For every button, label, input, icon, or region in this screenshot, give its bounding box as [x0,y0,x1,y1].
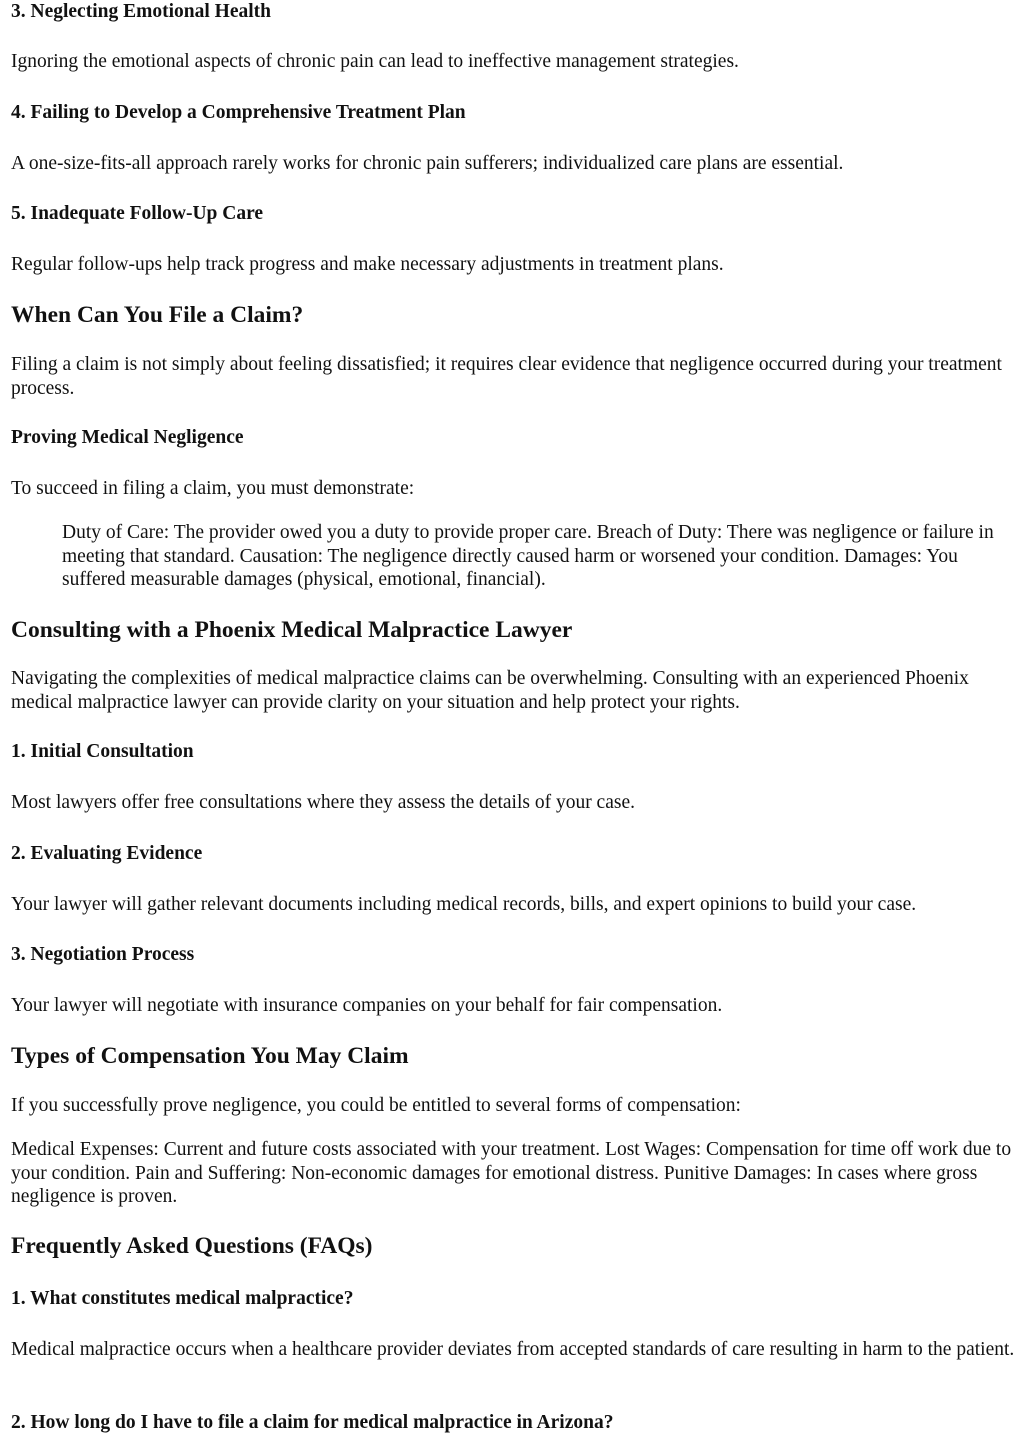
heading-initial-consultation: 1. Initial Consultation [11,741,194,762]
faq-question-1: 1. What constitutes medical malpractice? [11,1288,354,1309]
paragraph-initial-consultation: Most lawyers offer free consultations where they assess the details of your case. [11,792,635,813]
paragraph-negotiation-process: Your lawyer will negotiate with insurance companies on your behalf for fair compensation. [11,995,723,1016]
heading-proving-negligence: Proving Medical Negligence [11,427,244,448]
heading-evaluating-evidence: 2. Evaluating Evidence [11,843,203,864]
faq-answer-1: Medical malpractice occurs when a healthcare provider deviates from accepted standards of care resulting in harm to the patient. [11,1339,1015,1360]
paragraph-claim-intro: Filing a claim is not simply about feeling dissatisfied; it requires clear evidence that negligence occurred during your treatment process. [11,354,1002,399]
heading-negotiation-process: 3. Negotiation Process [11,944,195,965]
heading-failing-treatment-plan: 4. Failing to Develop a Comprehensive Treatment Plan [11,102,466,123]
paragraph-failing-treatment-plan: A one-size-fits-all approach rarely works for chronic pain sufferers; individualized care plans are essential. [11,153,844,174]
paragraph-neglecting-emotional-health: Ignoring the emotional aspects of chronic pain can lead to ineffective management strategies. [11,51,739,72]
heading-when-file-claim: When Can You File a Claim? [11,302,304,328]
paragraph-compensation-intro: If you successfully prove negligence, you could be entitled to several forms of compensation: [11,1095,741,1116]
paragraph-compensation-types: Medical Expenses: Current and future costs associated with your treatment. Lost Wages: Compensation for time off work due to your condition. Pain and Suffering: Non-economic damages for emotional distress. Punitive Damages: In cases where gross negligence is proven. [11,1139,1012,1207]
paragraph-lawyer-intro: Navigating the complexities of medical malpractice claims can be overwhelming. Consulting with an experienced Phoenix medical malpractice lawyer can provide clarity on your situation and help protect your rights. [11,668,969,713]
heading-types-of-compensation: Types of Compensation You May Claim [11,1043,409,1069]
paragraph-inadequate-follow-up: Regular follow-ups help track progress and make necessary adjustments in treatment plans. [11,254,724,275]
blockquote-claim-requirements: Duty of Care: The provider owed you a duty to provide proper care. Breach of Duty: There was negligence or failure in meeting that standard. Causation: The negligence directly caused harm or worsened your condition. Damages: You suffered measurable damages (physical, emotional, financial). [62,522,994,590]
heading-consulting-lawyer: Consulting with a Phoenix Medical Malpractice Lawyer [11,617,573,643]
heading-neglecting-emotional-health: 3. Neglecting Emotional Health [11,1,271,22]
paragraph-must-demonstrate: To succeed in filing a claim, you must demonstrate: [11,478,415,499]
faq-question-2: 2. How long do I have to file a claim for medical malpractice in Arizona? [11,1412,614,1433]
heading-inadequate-follow-up: 5. Inadequate Follow-Up Care [11,203,264,224]
paragraph-evaluating-evidence: Your lawyer will gather relevant documents including medical records, bills, and expert opinions to build your case. [11,894,917,915]
heading-faqs: Frequently Asked Questions (FAQs) [11,1233,373,1259]
